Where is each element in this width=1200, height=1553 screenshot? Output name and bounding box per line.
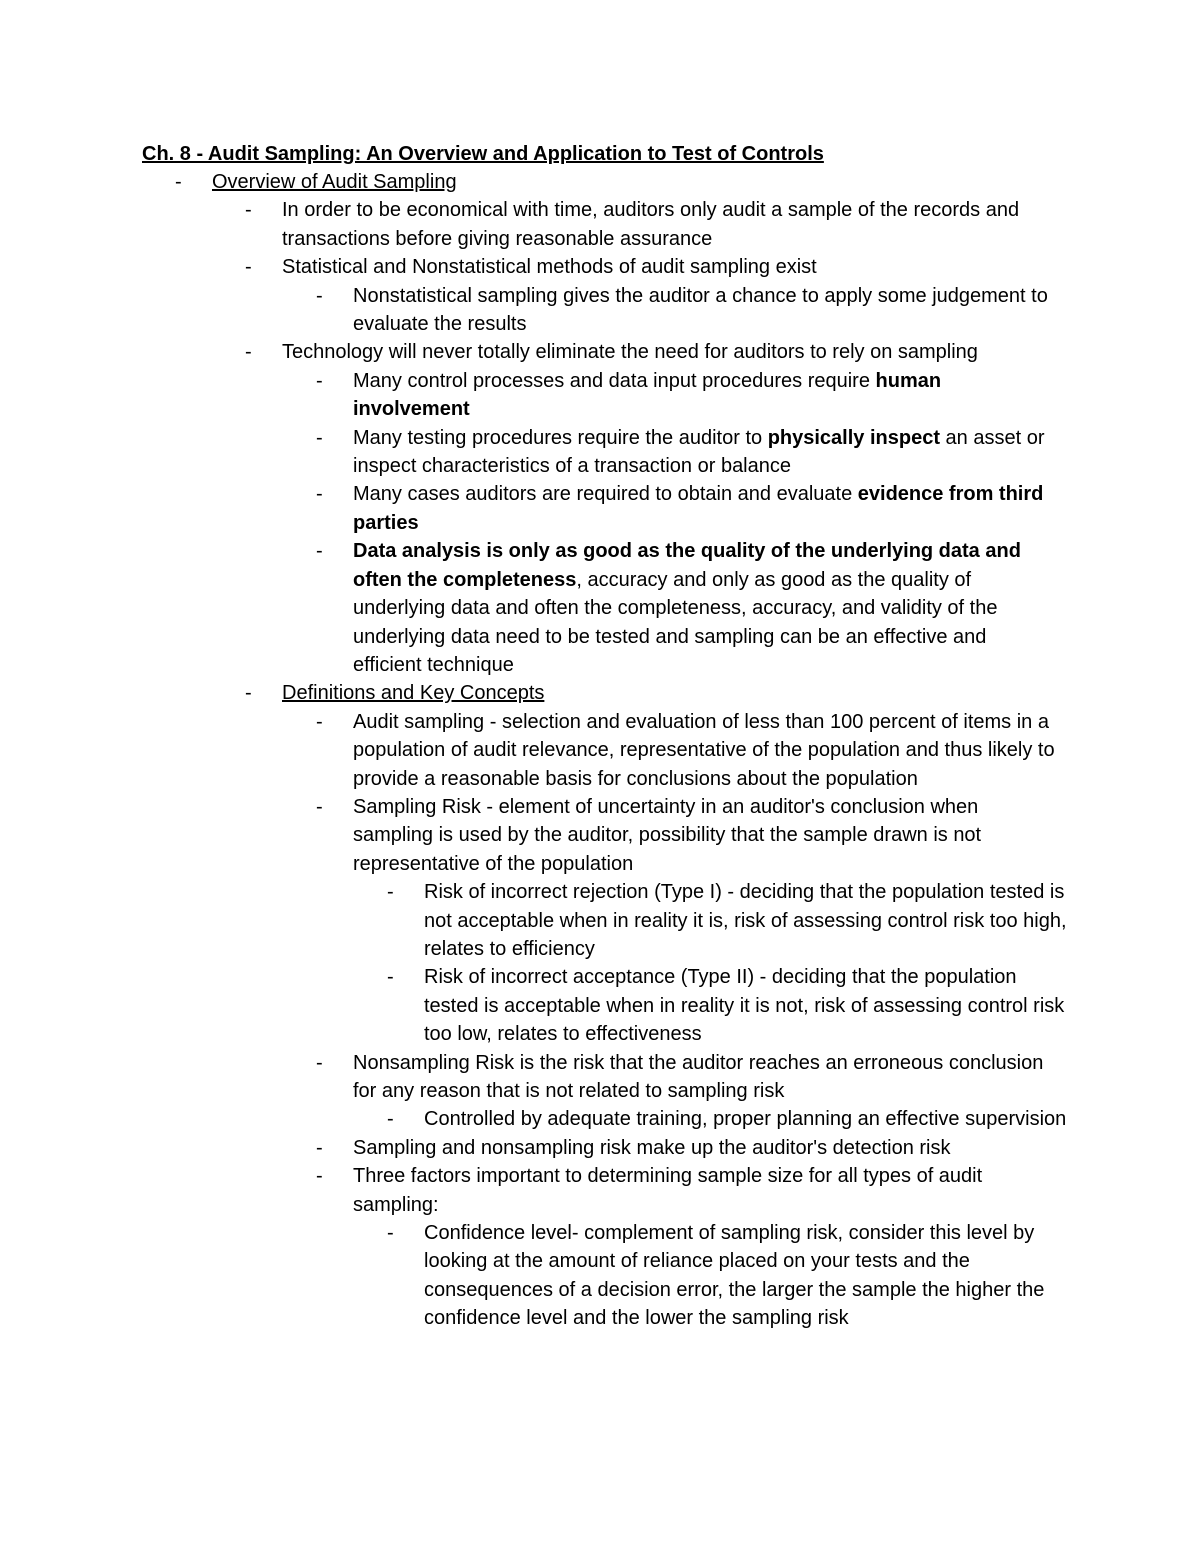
bullet-dash: - <box>316 426 323 449</box>
list-item-text: Sampling Risk - element of uncertainty in an auditor's conclusion when sampling is used by the auditor, possibility that the sample drawn is not representative of the population <box>353 795 982 875</box>
bullet-dash: - <box>245 341 252 364</box>
bold-emphasis: physically inspect <box>767 426 940 449</box>
bullet-dash: - <box>245 256 252 279</box>
list-item-text: Many control processes and data input procedures require <box>353 369 876 392</box>
bullet-dash: - <box>175 171 182 193</box>
list-item <box>0 253 1052 281</box>
bullet-dash: - <box>387 966 394 989</box>
list-item-text: Many cases auditors are required to obtain and evaluate <box>353 483 858 506</box>
list-item-text: Many testing procedures require the auditor to <box>353 426 768 449</box>
bullet-dash: - <box>316 795 323 818</box>
bullet-dash: - <box>316 284 323 307</box>
list-item-text: Statistical and Nonstatistical methods of audit sampling exist <box>282 256 817 279</box>
bullet-dash: - <box>387 1222 394 1245</box>
list-item-text: Audit sampling - selection and evaluation of less than 100 percent of items in a population of audit relevance, representative of the population and thus likely to provide a reasonable basis for conclusions about the population <box>353 710 1055 790</box>
list-item-text: Risk of incorrect rejection (Type I) - deciding that the population tested is not acceptable when in reality it is, risk of assessing control risk too high, relates to efficiency <box>424 881 1067 960</box>
bullet-dash: - <box>387 881 394 904</box>
list-item <box>0 338 1052 366</box>
bullet-dash: - <box>316 540 323 563</box>
list-item-text: Confidence level- complement of sampling risk, consider this level by looking at the amount of reliance placed on your tests and the consequences of a decision error, the larger the sample the higher the confidence level and the lower the sampling risk <box>424 1222 1045 1330</box>
list-item <box>0 537 1058 679</box>
list-item-text: Controlled by adequate training, proper planning an effective supervision <box>424 1108 1067 1131</box>
list-item <box>0 1134 1058 1162</box>
list-item <box>0 196 1052 253</box>
list-item-text: , accuracy and only as good as the quality of underlying data and often the completeness, accuracy, and validity of the underlying data need to be tested and sampling can be an effective and efficient technique <box>353 568 998 676</box>
bullet-dash: - <box>316 1051 323 1074</box>
list-item <box>0 424 1058 481</box>
list-item-text: Nonstatistical sampling gives the auditor a chance to apply some judgement to evaluate the results <box>353 284 1048 336</box>
outline-list <box>0 168 1200 1333</box>
bullet-dash: - <box>316 1136 323 1159</box>
list-item-text: Nonsampling Risk is the risk that the auditor reaches an erroneous conclusion for any reason that is not related to sampling risk <box>353 1051 1044 1102</box>
page-title: Ch. 8 - Audit Sampling: An Overview and Application to Test of Controls <box>142 143 824 165</box>
bullet-dash: - <box>316 483 323 506</box>
bold-emphasis: human involvement <box>353 369 942 421</box>
bullet-dash: - <box>387 1108 394 1131</box>
list-item <box>0 282 1058 339</box>
list-item <box>0 168 1200 196</box>
bullet-dash: - <box>245 682 252 705</box>
list-item <box>0 367 1058 424</box>
list-item <box>0 679 1052 707</box>
list-item-text: Risk of incorrect acceptance (Type II) - deciding that the population tested is acceptable when in reality it is not, risk of assessing control risk too low, relates to effectiveness <box>424 966 1065 1046</box>
list-item <box>0 793 1058 878</box>
list-item <box>0 1105 1069 1133</box>
list-item <box>0 878 1069 963</box>
section-heading: Definitions and Key Concepts <box>282 682 545 705</box>
section-heading: Overview of Audit Sampling <box>212 171 457 193</box>
list-item <box>0 963 1069 1048</box>
list-item <box>0 1049 1058 1106</box>
bullet-dash: - <box>316 710 323 733</box>
bullet-dash: - <box>316 369 323 392</box>
list-item-text: an asset or inspect characteristics of a transaction or balance <box>353 426 1045 478</box>
list-item <box>0 480 1058 537</box>
list-item-text: Three factors important to determining sample size for all types of audit sampling: <box>353 1165 983 1216</box>
list-item-text: Sampling and nonsampling risk make up the auditor's detection risk <box>353 1136 951 1159</box>
bullet-dash: - <box>316 1165 323 1188</box>
list-item <box>0 1162 1058 1219</box>
bullet-dash: - <box>245 199 252 222</box>
list-item <box>0 1219 1069 1333</box>
bold-emphasis: Data analysis is only as good as the quality of the underlying data and often the completeness <box>353 540 1021 591</box>
bold-emphasis: evidence from third parties <box>353 483 1044 534</box>
list-item-text: Technology will never totally eliminate the need for auditors to rely on sampling <box>282 341 978 364</box>
list-item <box>0 708 1058 793</box>
list-item-text: In order to be economical with time, auditors only audit a sample of the records and transactions before giving reasonable assurance <box>282 199 1020 250</box>
